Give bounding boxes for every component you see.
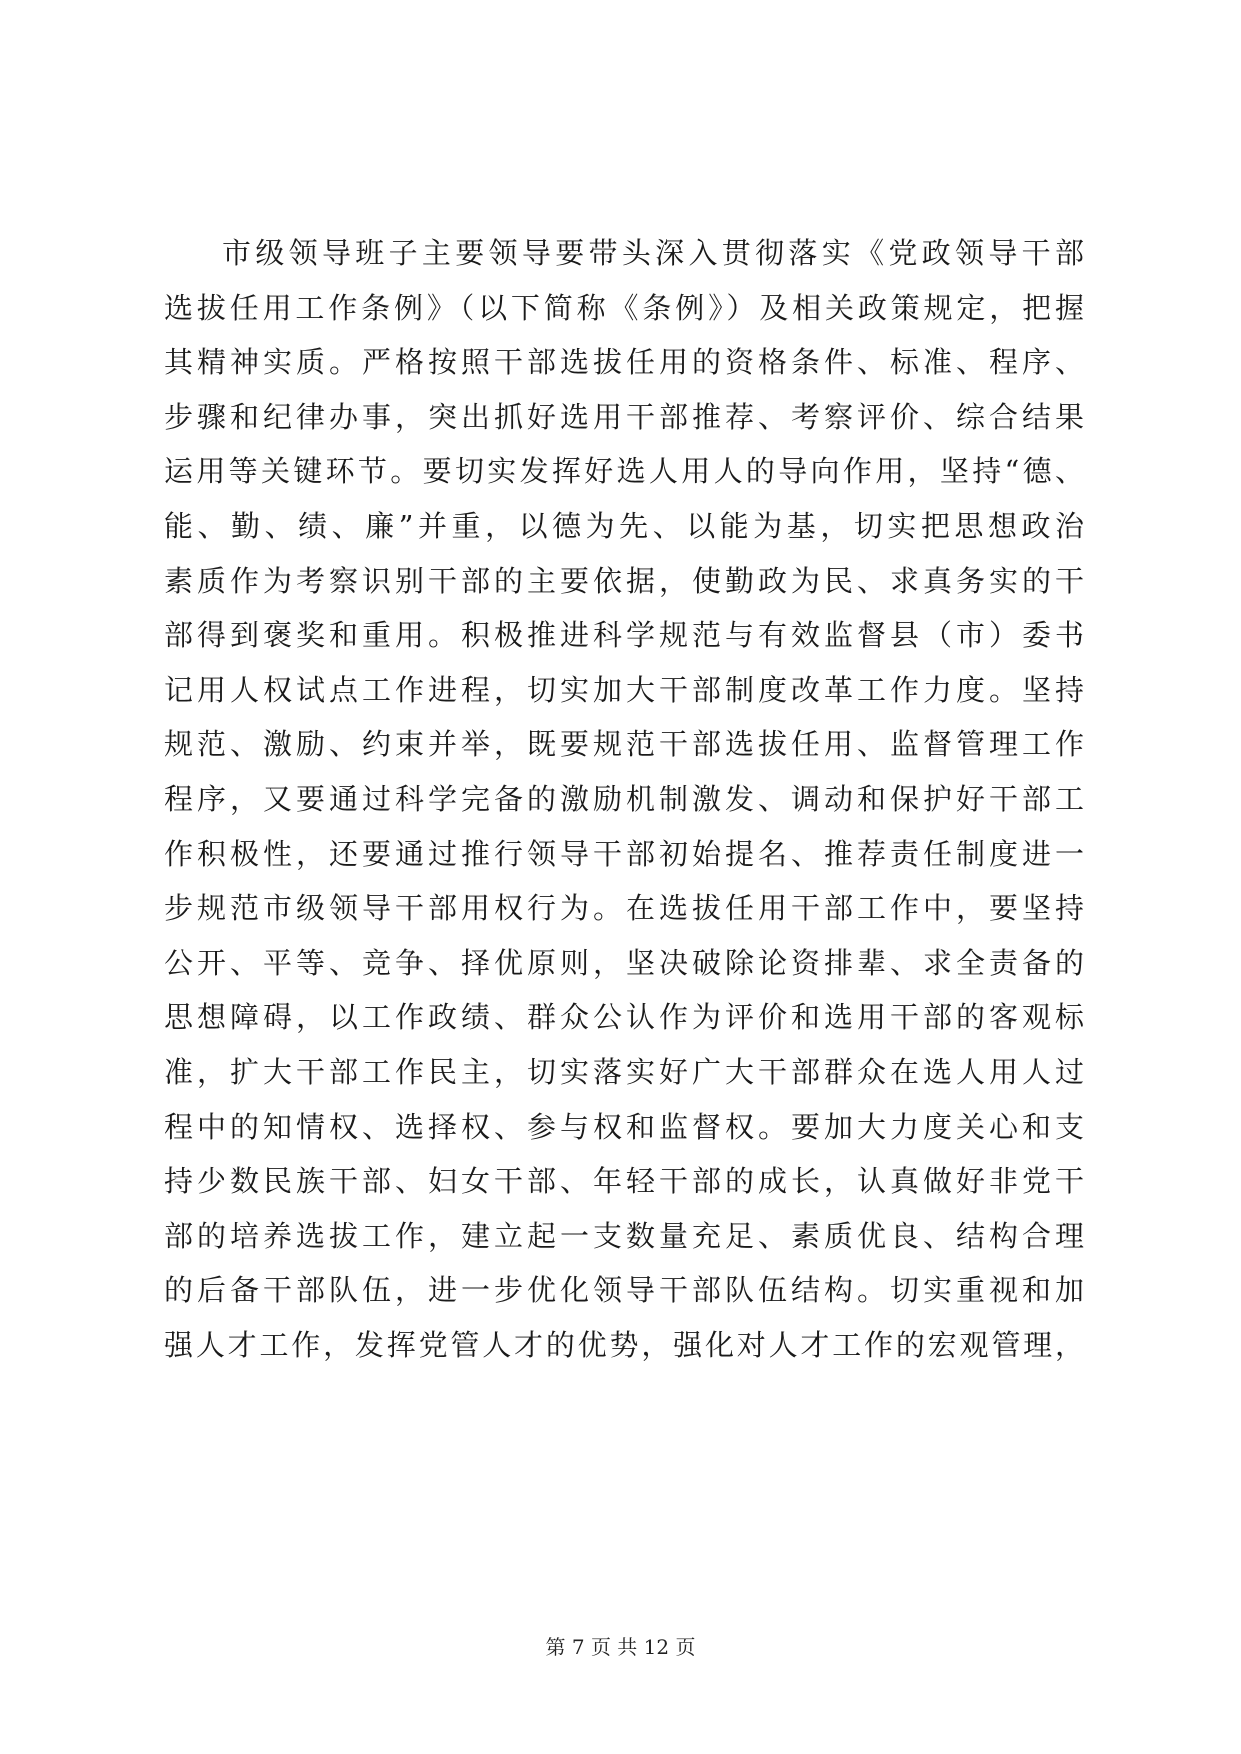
paragraph-line: 的后备干部队伍，进一步优化领导干部队伍结构。切实重视和加 (164, 1273, 1084, 1308)
paragraph-line: 准，扩大干部工作民主，切实落实好广大干部群众在选人用人过 (164, 1054, 1084, 1089)
paragraph-line: 部的培养选拔工作，建立起一支数量充足、素质优良、结构合理 (164, 1218, 1084, 1253)
paragraph-line: 强人才工作，发挥党管人才的优势，强化对人才工作的宏观管理， (164, 1327, 1084, 1362)
paragraph-line: 能、勤、绩、廉”并重，以德为先、以能为基，切实把思想政治 (164, 508, 1084, 543)
body-paragraph (164, 226, 1084, 1372)
paragraph-line: 选拔任用工作条例》（以下简称《条例》）及相关政策规定，把握 (164, 290, 1084, 325)
paragraph-line: 持少数民族干部、妇女干部、年轻干部的成长，认真做好非党干 (164, 1164, 1084, 1199)
paragraph-line: 公开、平等、竞争、择优原则，坚决破除论资排辈、求全责备的 (164, 945, 1084, 980)
paragraph-line: 素质作为考察识别干部的主要依据，使勤政为民、求真务实的干 (164, 563, 1084, 598)
paragraph-line: 步规范市级领导干部用权行为。在选拔任用干部工作中，要坚持 (164, 891, 1084, 926)
paragraph-line: 作积极性，还要通过推行领导干部初始提名、推荐责任制度进一 (164, 836, 1084, 871)
page-footer: 第 7 页 共 12 页 (545, 1635, 696, 1659)
paragraph-line: 其精神实质。严格按照干部选拔任用的资格条件、标准、程序、 (164, 345, 1084, 380)
paragraph-line: 市级领导班子主要领导要带头深入贯彻落实《党政领导干部 (222, 236, 1084, 270)
paragraph-line: 思想障碍，以工作政绩、群众公认作为评价和选用干部的客观标 (164, 1000, 1084, 1035)
paragraph-line: 部得到褒奖和重用。积极推进科学规范与有效监督县（市）委书 (164, 618, 1084, 653)
paragraph-line: 规范、激励、约束并举，既要规范干部选拔任用、监督管理工作 (164, 727, 1084, 762)
paragraph-line: 程序，又要通过科学完备的激励机制激发、调动和保护好干部工 (164, 781, 1084, 816)
paragraph-line: 运用等关键环节。要切实发挥好选人用人的导向作用，坚持“德、 (164, 454, 1084, 489)
paragraph-line: 记用人权试点工作进程，切实加大干部制度改革工作力度。坚持 (164, 672, 1084, 707)
paragraph-line: 程中的知情权、选择权、参与权和监督权。要加大力度关心和支 (164, 1109, 1084, 1144)
paragraph-line: 步骤和纪律办事，突出抓好选用干部推荐、考察评价、综合结果 (164, 399, 1084, 434)
